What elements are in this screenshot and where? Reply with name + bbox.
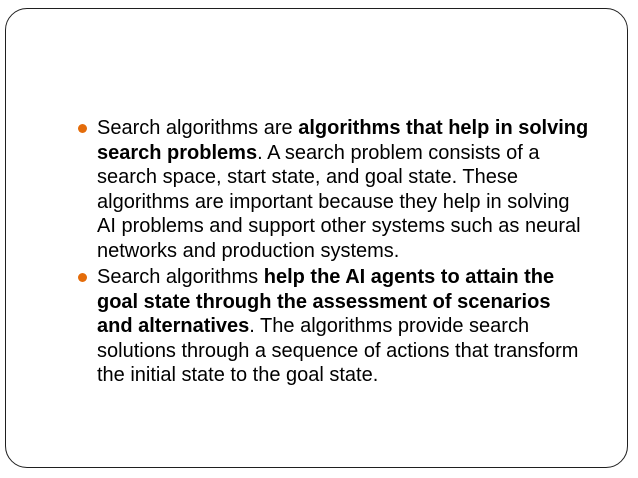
bullet-item-2 (73, 265, 591, 388)
bullet-text-1 (97, 117, 588, 262)
bullet-text-2 (97, 266, 578, 386)
bullet-item-1 (73, 116, 591, 263)
slide-frame (5, 8, 628, 468)
bullet-1-text-start: Search algorithms are (97, 117, 299, 139)
bullet-dot-icon (78, 124, 87, 133)
bullet-list (73, 116, 591, 390)
bullet-1-bold-phrase: algorithms that help in solving search problems (97, 117, 589, 164)
bullet-2-text-start: Search algorithms (97, 266, 264, 288)
bullet-2-text-end: . The algorithms provide search solutions through a sequence of actions that transform the initial state to the goal state. (97, 315, 579, 386)
bullet-2-bold-phrase: help the AI agents to attain the goal state through the assessment of scenarios and alternatives (97, 266, 555, 337)
bullet-1-text-end: . A search problem consists of a search space, start state, and goal state. These algorithms are important because they help in solving AI problems and support other systems such as neural networks and production systems. (97, 141, 581, 262)
bullet-dot-icon (78, 273, 87, 282)
